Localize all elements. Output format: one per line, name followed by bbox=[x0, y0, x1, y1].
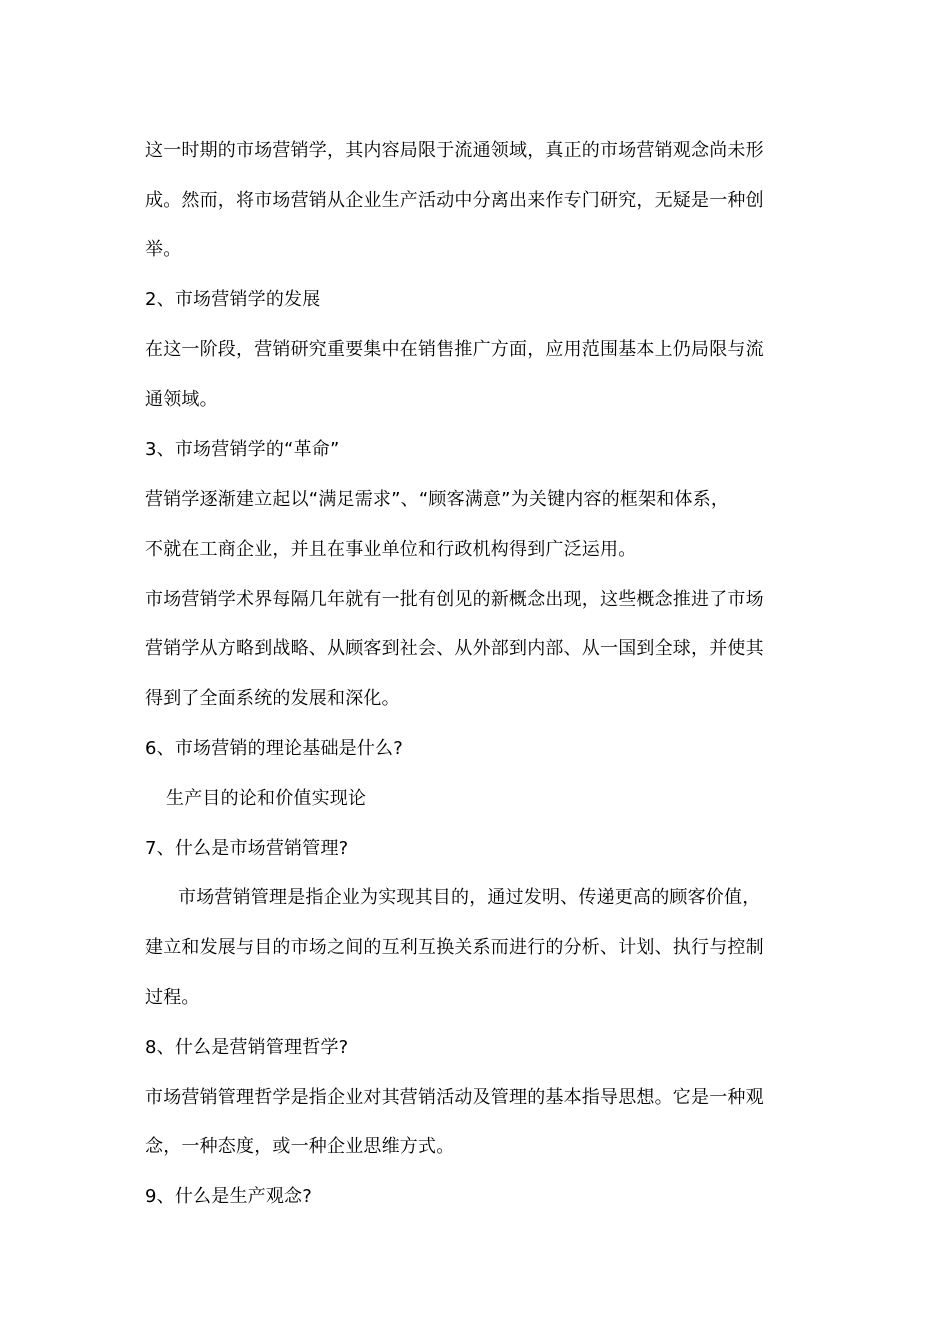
answer-line: 市场营销管理是指企业为实现其目的，通过发明、传递更高的顾客价值， bbox=[178, 887, 761, 908]
section-heading: 2、市场营销学的发展 bbox=[145, 289, 321, 310]
text-line: 建立和发展与目的市场之间的互利互换关系而进行的分析、计划、执行与控制 bbox=[145, 937, 764, 958]
text-line: 营销学逐渐建立起以“满足需求”、“顾客满意”为关键内容的框架和体系， bbox=[145, 489, 730, 510]
question-heading: 6、市场营销的理论基础是什么? bbox=[145, 738, 404, 759]
text-line: 在这一阶段，营销研究重要集中在销售推广方面，应用范围基本上仍局限与流 bbox=[145, 339, 764, 360]
text-line: 市场营销管理哲学是指企业对其营销活动及管理的基本指导思想。它是一种观 bbox=[145, 1087, 764, 1108]
text-line: 不就在工商企业，并且在事业单位和行政机构得到广泛运用。 bbox=[145, 539, 637, 560]
text-line: 市场营销学术界每隔几年就有一批有创见的新概念出现，这些概念推进了市场 bbox=[145, 589, 764, 610]
text-line: 成。然而，将市场营销从企业生产活动中分离出来作专门研究，无疑是一种创 bbox=[145, 190, 764, 211]
text-line: 营销学从方略到战略、从顾客到社会、从外部到内部、从一国到全球，并使其 bbox=[145, 638, 764, 659]
text-line: 举。 bbox=[145, 239, 182, 260]
text-line: 通领域。 bbox=[145, 389, 218, 410]
text-line: 得到了全面系统的发展和深化。 bbox=[145, 688, 400, 709]
section-heading: 3、市场营销学的“革命” bbox=[145, 439, 340, 460]
question-heading: 7、什么是市场营销管理? bbox=[145, 838, 349, 859]
answer-line: 生产目的论和价值实现论 bbox=[166, 788, 367, 809]
text-line: 这一时期的市场营销学，其内容局限于流通领域，真正的市场营销观念尚未形 bbox=[145, 140, 764, 161]
question-heading: 8、什么是营销管理哲学? bbox=[145, 1037, 349, 1058]
text-line: 过程。 bbox=[145, 987, 200, 1008]
question-heading: 9、什么是生产观念? bbox=[145, 1186, 313, 1207]
text-line: 念，一种态度，或一种企业思维方式。 bbox=[145, 1136, 455, 1157]
